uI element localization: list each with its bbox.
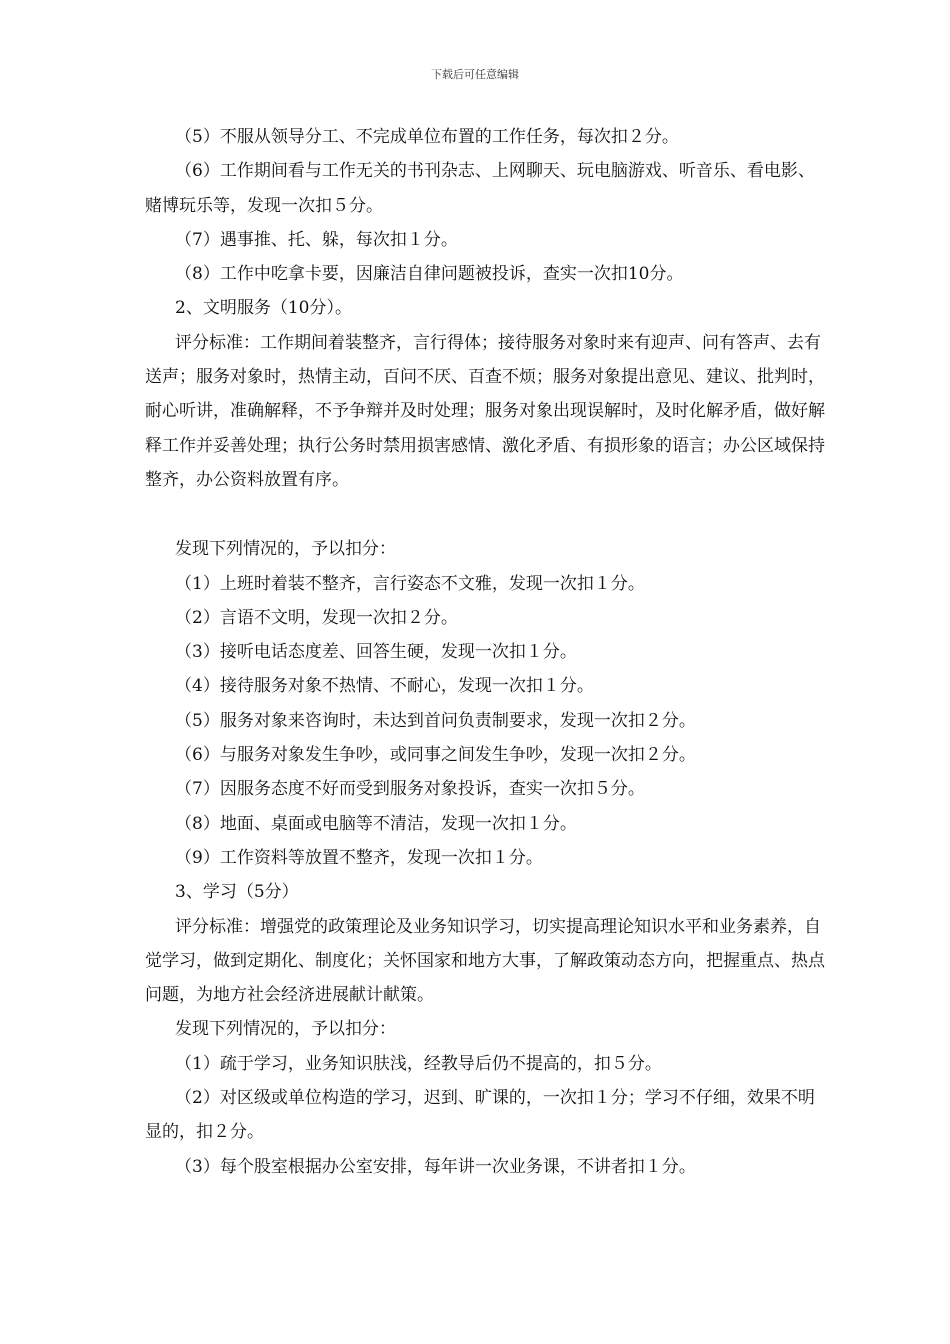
paragraph-service-item-4: （4）接待服务对象不热情、不耐心，发现一次扣１分。 — [175, 676, 594, 697]
paragraph-rule-7: （7）遇事推、托、躲，每次扣１分。 — [175, 229, 458, 250]
paragraph-rule-5: （5）不服从领导分工、不完成单位布置的工作任务，每次扣２分。 — [175, 127, 679, 147]
paragraph-service-item-8: （8）地面、桌面或电脑等不清洁，发现一次扣１分。 — [175, 813, 577, 834]
paragraph-service-item-7: （7）因服务态度不好而受到服务对象投诉，查实一次扣５分。 — [175, 779, 645, 800]
paragraph-rule-8: （8）工作中吃拿卡要，因廉洁自律问题被投诉，查实一次扣10分。 — [175, 264, 684, 285]
paragraph-service-item-9: （9）工作资料等放置不整齐，发现一次扣１分。 — [175, 847, 543, 868]
paragraph-service-item-5: （5）服务对象来咨询时，未达到首问负责制要求，发现一次扣２分。 — [175, 710, 696, 731]
paragraph-service-item-1: （1）上班时着装不整齐，言行姿态不文雅，发现一次扣１分。 — [175, 573, 645, 594]
page-header: 下载后可任意编辑 — [431, 68, 519, 81]
paragraph-service-item-3: （3）接听电话态度差、回答生硬，发现一次扣１分。 — [175, 642, 577, 663]
paragraph-study-item-2: （2）对区级或单位构造的学习，迟到、旷课的，一次扣１分；学习不仔细，效果不明显的，扣２分。 — [145, 1088, 815, 1143]
paragraph-deduction-intro: 发现下列情况的，予以扣分： — [175, 539, 396, 560]
paragraph-scoring-standard-service: 评分标准：工作期间着装整齐，言行得体；接待服务对象时来有迎声、问有答声、去有送声；服务对象时，热情主动，百问不厌、百查不烦；服务对象提出意见、建议、批判时，耐心听讲，准确解释，不予争辩并及时处理；服务对象出现误解时，及时化解矛盾，做好解释工作并妥善处理；执行公务时禁用损害感情、激化矛盾、有损形象的语言；办公区域保持整齐，办公资料放置有序。 — [145, 332, 825, 490]
paragraph-service-item-2: （2）言语不文明，发现一次扣２分。 — [175, 607, 458, 628]
section-heading-civil-service: 2、文明服务（10分）。 — [175, 298, 352, 319]
paragraph-scoring-standard-study: 评分标准：增强党的政策理论及业务知识学习，切实提高理论知识水平和业务素养，自觉学习，做到定期化、制度化；关怀国家和地方大事，了解政策动态方向，把握重点、热点问题，为地方社会经济进展献计献策。 — [145, 916, 825, 1006]
paragraph-deduction-intro-study: 发现下列情况的，予以扣分： — [175, 1019, 396, 1040]
paragraph-rule-6: （6）工作期间看与工作无关的书刊杂志、上网聊天、玩电脑游戏、听音乐、看电影、赌博玩乐等，发现一次扣５分。 — [145, 161, 815, 216]
section-heading-study: 3、学习（5分） — [175, 882, 299, 903]
paragraph-service-item-6: （6）与服务对象发生争吵，或同事之间发生争吵，发现一次扣２分。 — [175, 745, 696, 766]
paragraph-study-item-1: （1）疏于学习，业务知识肤浅，经教导后仍不提高的，扣５分。 — [175, 1053, 662, 1074]
document-body — [145, 120, 825, 1184]
paragraph-gap — [145, 497, 825, 532]
paragraph-study-item-3: （3）每个股室根据办公室安排，每年讲一次业务课，不讲者扣１分。 — [175, 1156, 696, 1177]
